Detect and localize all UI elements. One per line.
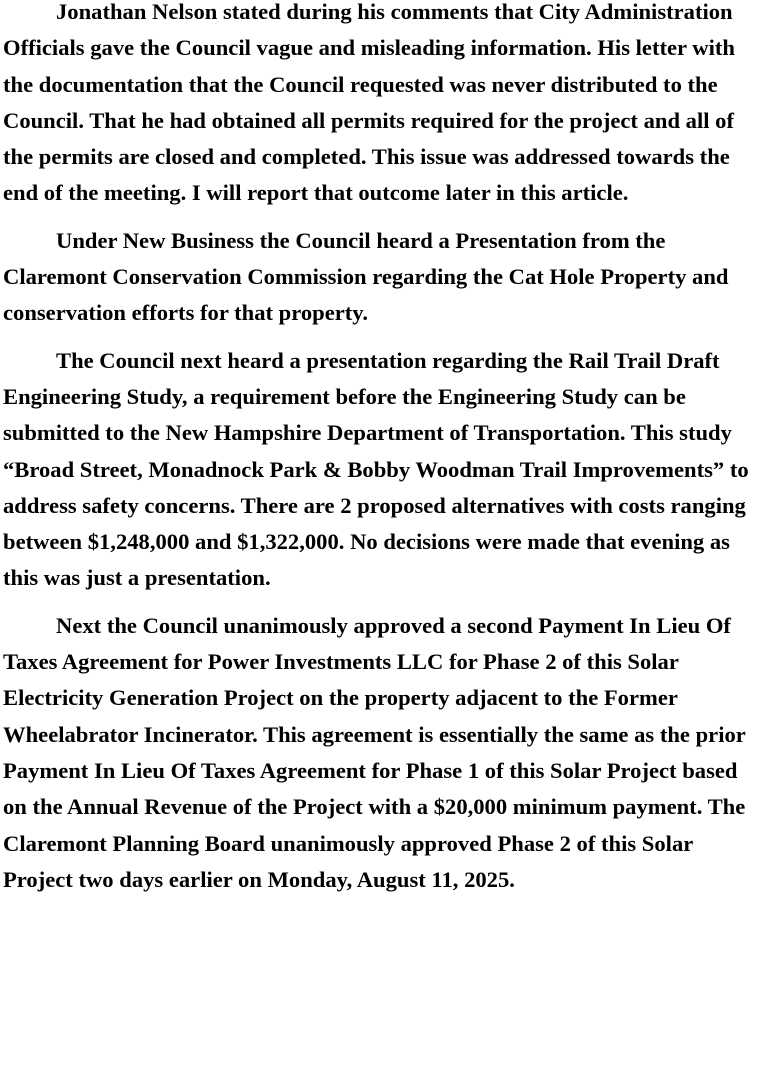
paragraph-rail-trail-study: The Council next heard a presentation regarding the Rail Trail Draft Engineering Study, a requirement before the Engineering Study can be submitted to the New Hampshire Department of Transportation. This study “Broad Street, Monadnock Park & Bobby Woodman Trail Improvements” to address safety concerns. There are 2 proposed alternatives with costs ranging between $1,248,000 and $1,322,000. No decisions were made that evening as this was just a presentation. [3,347,749,591]
paragraph-conservation-presentation: Under New Business the Council heard a Presentation from the Claremont Conservation Commission regarding the Cat Hole Property and conservation efforts for that property. [3,227,729,326]
paragraph-nelson-comments: Jonathan Nelson stated during his comments that City Administration Officials gave the Council vague and misleading information. His letter with the documentation that the Council requested was never distributed to the Council. That he had obtained all permits required for the project and all of the permits are closed and completed. This issue was addressed towards the end of the meeting. I will report that outcome later in this article. [3,0,735,206]
paragraph-pilot-agreement: Next the Council unanimously approved a second Payment In Lieu Of Taxes Agreement for Power Investments LLC for Phase 2 of this Solar Electricity Generation Project on the property adjacent to the Former Wheelabrator Incinerator. This agreement is essentially the same as the prior Payment In Lieu Of Taxes Agreement for Phase 1 of this Solar Project based on the Annual Revenue of the Project with a $20,000 minimum payment. The Claremont Planning Board unanimously approved Phase 2 of this Solar Project two days earlier on Monday, August 11, 2025. [3,612,746,892]
